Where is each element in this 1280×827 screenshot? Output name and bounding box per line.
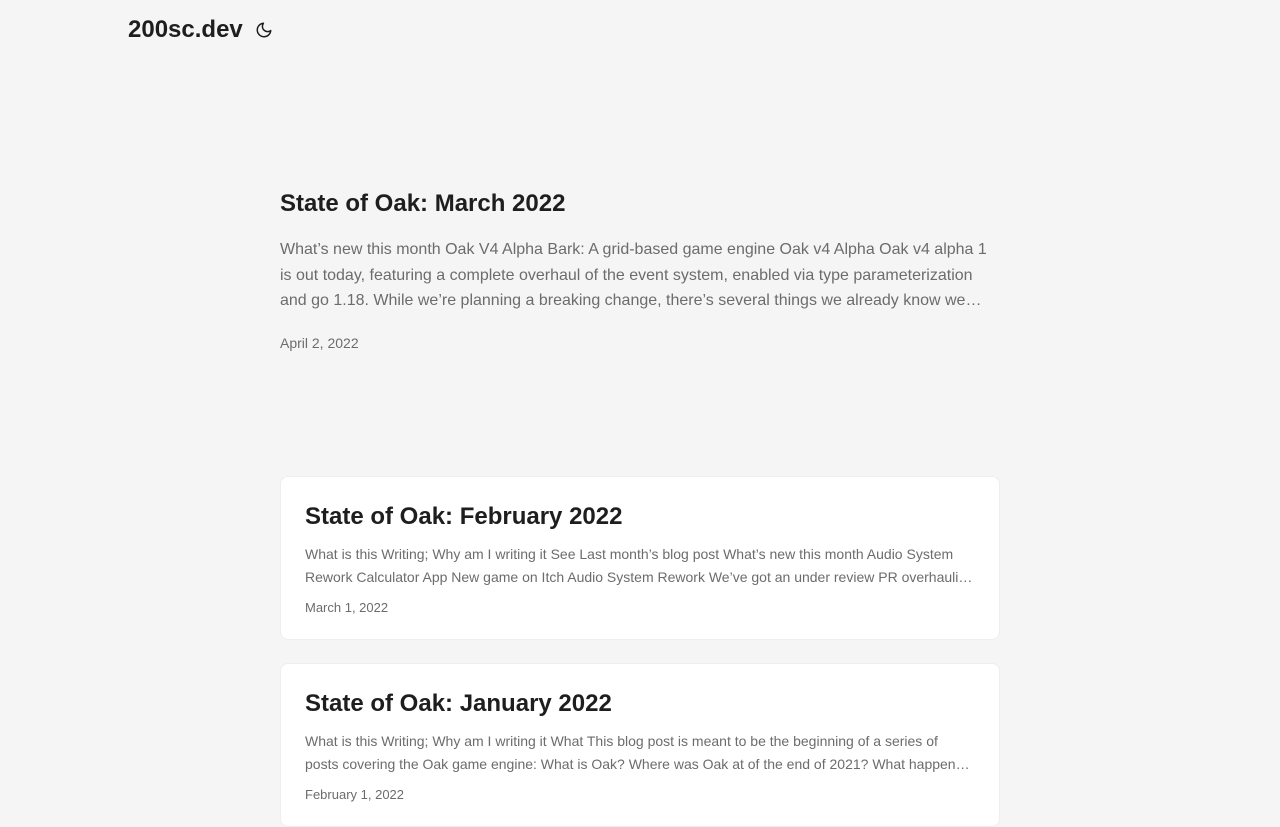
post-card-title[interactable]: State of Oak: February 2022 [305, 503, 623, 530]
site-header [128, 0, 273, 60]
featured-post[interactable] [280, 188, 1000, 351]
post-card[interactable] [280, 476, 1000, 640]
site-logo-link[interactable]: 200sc.dev [128, 16, 243, 43]
post-card-date: March 1, 2022 [305, 600, 389, 615]
featured-post-title[interactable]: State of Oak: March 2022 [280, 190, 566, 217]
featured-post-date: April 2, 2022 [280, 334, 359, 351]
post-card-date: February 1, 2022 [305, 787, 405, 802]
post-card[interactable] [280, 663, 1000, 827]
featured-post-summary: What’s new this month Oak V4 Alpha Bark: A grid-based game engine Oak v4 Alpha Oak v4 alpha 1 is out today, featuring a complete overhaul of the event system, enabled via type parameterization and go 1.18. While we’re planning a breaking change, there’s several things we already know we [280, 241, 987, 310]
moon-icon [255, 21, 273, 39]
post-card-summary: What is this Writing; Why am I writing it What This blog post is meant to be the beginning of a series of posts covering the Oak game engine: What is Oak? Where was Oak at of the end of 2021? What happened [305, 733, 972, 772]
theme-toggle-button[interactable] [255, 21, 273, 39]
post-card-title[interactable]: State of Oak: January 2022 [305, 690, 612, 717]
post-card-summary: What is this Writing; Why am I writing it See Last month’s blog post What’s new this month Audio System Rework Calculator App New game on Itch Audio System Rework We’ve got an under review PR overhauling [305, 546, 974, 585]
